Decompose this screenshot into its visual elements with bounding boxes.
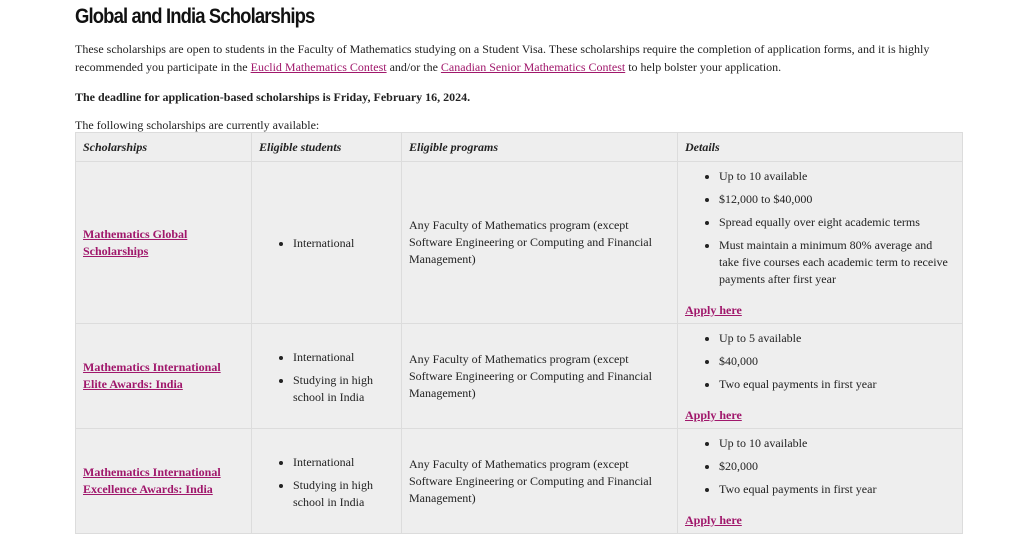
scholarship-link[interactable]: Mathematics Global Scholarships [83,226,188,258]
list-item: • Spread equally over eight academic terms [719,214,955,231]
apply-here-link[interactable]: Apply here [685,408,742,422]
deadline-notice: The deadline for application-based scholarships is Friday, February 16, 2024. [75,90,471,104]
list-item: • $40,000 [719,353,955,370]
table-row [76,162,963,324]
scholarship-link[interactable]: Mathematics International Excellence Awards: India [83,465,221,496]
details-cell [678,162,963,324]
eligible-programs-cell: Any Faculty of Mathematics program (except Software Engineering or Computing and Financial Management) [402,324,678,429]
list-item: • Must maintain a minimum 80% average and take five courses each academic term to receive payments after first year [719,237,955,288]
table-header-row [76,133,963,162]
table-row [76,429,963,534]
scholarship-name-cell [76,429,252,534]
intro-text: and/or the [386,60,441,74]
scholarship-name-cell [76,162,252,324]
details-cell [678,324,963,429]
header-eligible-students: Eligible students [252,133,402,162]
list-item: • Studying in high school in India [293,477,394,511]
apply-here-link[interactable]: Apply here [685,513,742,527]
intro-text: These scholarships are open to students in the Faculty of Mathematics studying on a Student Visa. These scholarships require the completion of application forms, and it is highly recommended you participate in the [75,42,930,74]
intro-text: to help bolster your application. [625,60,782,74]
header-eligible-programs: Eligible programs [402,133,678,162]
list-item: • International [293,349,394,366]
scholarship-link[interactable]: Mathematics International Elite Awards: India [83,360,221,391]
list-item: • Up to 10 available [719,435,955,452]
eligible-students-cell [252,324,402,429]
header-scholarships: Scholarships [76,133,252,162]
eligible-students-cell [252,162,402,324]
page-content [75,0,962,534]
header-details: Details [678,133,963,162]
csmc-contest-link[interactable]: Canadian Senior Mathematics Contest [440,60,626,74]
eligible-programs-cell: Any Faculty of Mathematics program (except Software Engineering or Computing and Financial Management) [402,429,678,534]
apply-here-link[interactable]: Apply here [685,303,742,317]
eligible-students-cell [252,429,402,534]
list-item: • Two equal payments in first year [719,376,955,393]
details-cell [678,429,963,534]
scholarship-name-cell [76,324,252,429]
eligible-programs-cell: Any Faculty of Mathematics program (except Software Engineering or Computing and Financial Management) [402,162,678,324]
list-item: • Up to 5 available [719,330,955,347]
euclid-contest-link[interactable]: Euclid Mathematics Contest [250,60,387,74]
list-item: • International [293,454,394,471]
available-text: The following scholarships are currently available: [75,118,320,132]
list-item: • $20,000 [719,458,955,475]
page-title: Global and India Scholarships [75,5,315,28]
list-item: • Up to 10 available [719,168,955,185]
scholarships-table [75,132,963,534]
list-item: • International [293,235,394,252]
intro-paragraph [75,40,962,76]
list-item: • Studying in high school in India [293,372,394,406]
list-item: • $12,000 to $40,000 [719,191,955,208]
table-row [76,324,963,429]
list-item: • Two equal payments in first year [719,481,955,498]
